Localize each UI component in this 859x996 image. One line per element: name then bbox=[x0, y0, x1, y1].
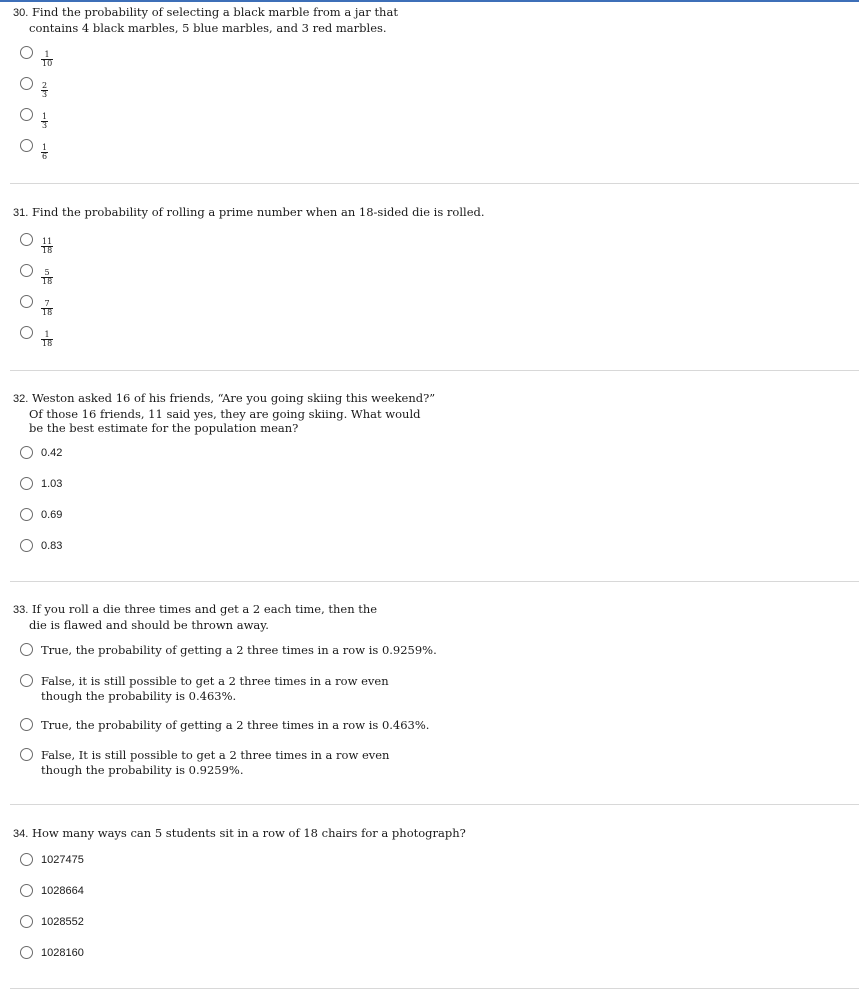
radio-button[interactable] bbox=[20, 108, 33, 121]
radio-button[interactable] bbox=[20, 508, 33, 521]
radio-button[interactable] bbox=[20, 915, 33, 928]
radio-button[interactable] bbox=[20, 748, 33, 761]
radio-button[interactable] bbox=[20, 477, 33, 490]
q32-option-b[interactable] bbox=[20, 477, 62, 492]
option-label: 1028552 bbox=[41, 916, 84, 928]
numerator: 1 bbox=[44, 330, 50, 339]
q31-option-d[interactable] bbox=[20, 326, 53, 348]
fraction bbox=[41, 113, 48, 130]
q31-option-b[interactable] bbox=[20, 264, 53, 286]
option-label: though the probability is 0.463%. bbox=[41, 688, 237, 703]
option-label: 0.42 bbox=[41, 447, 63, 459]
question-text-line: Find the probability of selecting a black marble from a jar that bbox=[31, 5, 398, 19]
question-31-prompt bbox=[13, 205, 485, 221]
denominator: 3 bbox=[42, 121, 48, 130]
radio-button[interactable] bbox=[20, 718, 33, 731]
radio-button[interactable] bbox=[20, 674, 33, 687]
numerator: 2 bbox=[42, 81, 48, 90]
question-33-prompt bbox=[13, 602, 377, 632]
fraction bbox=[41, 238, 53, 255]
denominator: 18 bbox=[42, 339, 53, 348]
question-text-line: be the best estimate for the population mean? bbox=[29, 421, 299, 435]
option-label: 1028160 bbox=[41, 947, 84, 959]
question-text-line: Of those 16 friends, 11 said yes, they are going skiing. What would bbox=[29, 406, 421, 421]
radio-button[interactable] bbox=[20, 46, 33, 59]
q30-option-c[interactable] bbox=[20, 108, 48, 130]
q30-option-a[interactable] bbox=[20, 46, 53, 68]
divider bbox=[10, 988, 859, 989]
radio-button[interactable] bbox=[20, 326, 33, 339]
question-text-line: If you roll a die three times and get a 2 each time, then the bbox=[31, 602, 378, 616]
fraction bbox=[41, 144, 48, 161]
q33-option-c[interactable] bbox=[20, 718, 429, 733]
numerator: 5 bbox=[44, 268, 50, 277]
numerator: 1 bbox=[42, 143, 48, 152]
option-label: 1027475 bbox=[41, 854, 84, 866]
question-34-prompt bbox=[13, 826, 466, 842]
question-number: 30. bbox=[13, 7, 29, 19]
divider bbox=[10, 581, 859, 582]
option-label: 0.69 bbox=[41, 509, 63, 521]
question-number: 34. bbox=[13, 828, 29, 840]
numerator: 11 bbox=[42, 237, 53, 246]
divider bbox=[10, 804, 859, 805]
question-text-line: contains 4 black marbles, 5 blue marbles, and 3 red marbles. bbox=[29, 20, 387, 35]
denominator: 18 bbox=[42, 277, 53, 286]
denominator: 10 bbox=[42, 59, 53, 68]
fraction bbox=[41, 269, 53, 286]
radio-button[interactable] bbox=[20, 233, 33, 246]
q34-option-c[interactable] bbox=[20, 915, 84, 930]
question-number: 31. bbox=[13, 207, 29, 219]
q34-option-b[interactable] bbox=[20, 884, 84, 899]
radio-button[interactable] bbox=[20, 539, 33, 552]
question-30-prompt bbox=[13, 5, 398, 35]
q33-option-b[interactable] bbox=[20, 674, 389, 703]
denominator: 6 bbox=[42, 152, 48, 161]
denominator: 18 bbox=[42, 246, 53, 255]
fraction bbox=[41, 51, 53, 68]
q33-option-a[interactable] bbox=[20, 643, 437, 658]
denominator: 18 bbox=[42, 308, 53, 317]
q30-option-d[interactable] bbox=[20, 139, 48, 161]
question-number: 32. bbox=[13, 393, 29, 405]
option-label: False, It is still possible to get a 2 three times in a row even bbox=[41, 748, 390, 762]
q30-option-b[interactable] bbox=[20, 77, 48, 99]
question-text-line: die is flawed and should be thrown away. bbox=[29, 617, 269, 632]
radio-button[interactable] bbox=[20, 139, 33, 152]
option-label: True, the probability of getting a 2 three times in a row is 0.9259%. bbox=[41, 643, 437, 657]
q32-option-a[interactable] bbox=[20, 446, 62, 461]
q32-option-c[interactable] bbox=[20, 508, 62, 523]
q33-option-d[interactable] bbox=[20, 748, 389, 777]
radio-button[interactable] bbox=[20, 446, 33, 459]
fraction bbox=[41, 300, 53, 317]
numerator: 1 bbox=[44, 50, 50, 59]
numerator: 7 bbox=[44, 299, 50, 308]
radio-button[interactable] bbox=[20, 853, 33, 866]
question-text-line: Weston asked 16 of his friends, “Are you going skiing this weekend?” bbox=[31, 391, 436, 405]
radio-button[interactable] bbox=[20, 295, 33, 308]
q31-option-a[interactable] bbox=[20, 233, 53, 255]
radio-button[interactable] bbox=[20, 946, 33, 959]
q31-option-c[interactable] bbox=[20, 295, 53, 317]
option-label: 1.03 bbox=[41, 478, 63, 490]
divider bbox=[10, 183, 859, 184]
numerator: 1 bbox=[42, 112, 48, 121]
denominator: 3 bbox=[42, 90, 48, 99]
question-text-line: How many ways can 5 students sit in a row of 18 chairs for a photograph? bbox=[31, 826, 466, 840]
divider bbox=[10, 370, 859, 371]
question-text-line: Find the probability of rolling a prime number when an 18-sided die is rolled. bbox=[31, 205, 485, 219]
option-label: 0.83 bbox=[41, 540, 63, 552]
radio-button[interactable] bbox=[20, 77, 33, 90]
option-label: 1028664 bbox=[41, 885, 84, 897]
radio-button[interactable] bbox=[20, 884, 33, 897]
option-label: though the probability is 0.9259%. bbox=[41, 762, 244, 777]
q34-option-d[interactable] bbox=[20, 946, 84, 961]
option-label: False, it is still possible to get a 2 three times in a row even bbox=[41, 674, 389, 688]
q34-option-a[interactable] bbox=[20, 853, 84, 868]
radio-button[interactable] bbox=[20, 264, 33, 277]
q32-option-d[interactable] bbox=[20, 539, 62, 554]
radio-button[interactable] bbox=[20, 643, 33, 656]
top-border bbox=[0, 0, 859, 2]
option-label: True, the probability of getting a 2 three times in a row is 0.463%. bbox=[41, 718, 430, 732]
question-number: 33. bbox=[13, 604, 29, 616]
question-32-prompt bbox=[13, 391, 435, 436]
fraction bbox=[41, 331, 53, 348]
fraction bbox=[41, 82, 48, 99]
